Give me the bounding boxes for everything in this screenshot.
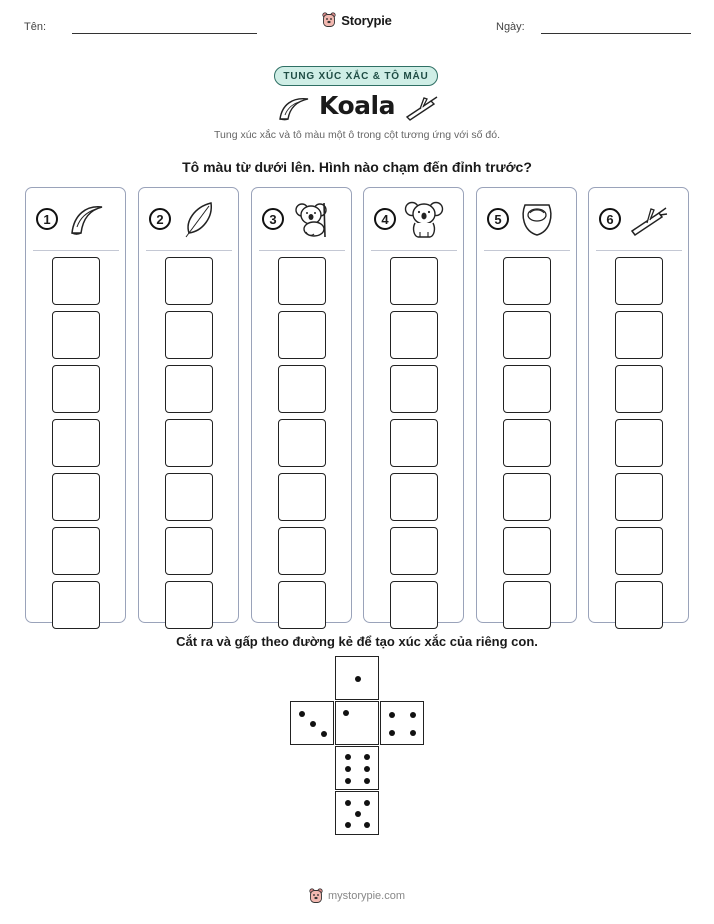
column-number: 3 bbox=[262, 208, 284, 230]
brand-logo bbox=[0, 12, 714, 28]
color-cell[interactable] bbox=[615, 311, 663, 359]
cell-stack bbox=[278, 257, 326, 635]
color-cell[interactable] bbox=[390, 473, 438, 521]
color-cell[interactable] bbox=[390, 419, 438, 467]
color-cell[interactable] bbox=[278, 419, 326, 467]
pip bbox=[345, 754, 351, 760]
date-label: Ngày: bbox=[496, 21, 525, 33]
color-cell[interactable] bbox=[165, 581, 213, 629]
pouch-icon bbox=[517, 199, 557, 239]
column-separator bbox=[484, 250, 570, 251]
color-cell[interactable] bbox=[503, 419, 551, 467]
color-cell[interactable] bbox=[278, 365, 326, 413]
color-cell[interactable] bbox=[615, 473, 663, 521]
branch-icon bbox=[629, 199, 669, 239]
pip bbox=[299, 711, 305, 717]
dice-face-1 bbox=[335, 701, 379, 745]
color-cell[interactable] bbox=[165, 527, 213, 575]
color-cell[interactable] bbox=[52, 581, 100, 629]
color-cell[interactable] bbox=[165, 257, 213, 305]
color-cell[interactable] bbox=[278, 527, 326, 575]
color-cell[interactable] bbox=[165, 311, 213, 359]
pip bbox=[343, 710, 349, 716]
color-cell[interactable] bbox=[503, 365, 551, 413]
color-cell[interactable] bbox=[278, 473, 326, 521]
column-5 bbox=[476, 187, 577, 623]
page-title: Koala bbox=[319, 91, 395, 120]
instruction: Tô màu từ dưới lên. Hình nào chạm đến đỉnh trước? bbox=[182, 159, 532, 175]
color-cell[interactable] bbox=[165, 365, 213, 413]
color-cell[interactable] bbox=[615, 257, 663, 305]
column-separator bbox=[259, 250, 345, 251]
pip bbox=[364, 822, 370, 828]
color-cell[interactable] bbox=[390, 527, 438, 575]
footer-url[interactable]: mystorypie.com bbox=[327, 890, 406, 902]
color-cell[interactable] bbox=[390, 257, 438, 305]
pip bbox=[364, 778, 370, 784]
color-cell[interactable] bbox=[615, 581, 663, 629]
date-line[interactable] bbox=[541, 33, 691, 34]
name-line[interactable] bbox=[72, 33, 257, 34]
footer bbox=[0, 888, 714, 904]
pip bbox=[410, 730, 416, 736]
color-cell[interactable] bbox=[503, 581, 551, 629]
color-cell[interactable] bbox=[390, 581, 438, 629]
koala-climbing-icon bbox=[292, 199, 332, 239]
leaf-icon bbox=[179, 199, 219, 239]
column-number: 6 bbox=[599, 208, 621, 230]
dice-face-4 bbox=[380, 701, 424, 745]
koala-sitting-icon bbox=[404, 199, 444, 239]
color-cell[interactable] bbox=[503, 473, 551, 521]
pip bbox=[389, 712, 395, 718]
column-separator bbox=[371, 250, 457, 251]
brand-name: Storypie bbox=[341, 12, 392, 28]
column-separator bbox=[146, 250, 232, 251]
pip bbox=[364, 766, 370, 772]
cell-stack bbox=[503, 257, 551, 635]
color-cell[interactable] bbox=[390, 365, 438, 413]
dice-net[interactable] bbox=[290, 656, 424, 836]
pip bbox=[389, 730, 395, 736]
column-separator bbox=[596, 250, 682, 251]
color-cell[interactable] bbox=[52, 473, 100, 521]
dice-face-6 bbox=[335, 746, 379, 790]
name-label: Tên: bbox=[24, 21, 47, 33]
cell-stack bbox=[52, 257, 100, 635]
color-cell[interactable] bbox=[165, 473, 213, 521]
color-cell[interactable] bbox=[278, 257, 326, 305]
cell-stack bbox=[390, 257, 438, 635]
column-2 bbox=[138, 187, 239, 623]
pip bbox=[364, 754, 370, 760]
column-3 bbox=[251, 187, 352, 623]
bear-logo-icon bbox=[309, 888, 323, 904]
column-1 bbox=[25, 187, 126, 623]
color-cell[interactable] bbox=[390, 311, 438, 359]
color-cell[interactable] bbox=[503, 311, 551, 359]
column-4 bbox=[363, 187, 464, 623]
color-cell[interactable] bbox=[52, 311, 100, 359]
pip bbox=[355, 676, 361, 682]
dice-face-3 bbox=[290, 701, 334, 745]
color-cell[interactable] bbox=[165, 419, 213, 467]
cell-stack bbox=[165, 257, 213, 635]
color-cell[interactable] bbox=[52, 419, 100, 467]
color-cell[interactable] bbox=[615, 527, 663, 575]
color-cell[interactable] bbox=[503, 527, 551, 575]
color-cell[interactable] bbox=[52, 365, 100, 413]
column-number: 5 bbox=[487, 208, 509, 230]
column-6 bbox=[588, 187, 689, 623]
bear-logo-icon bbox=[322, 12, 336, 28]
dice-face-5 bbox=[335, 791, 379, 835]
branch-icon bbox=[404, 93, 440, 123]
color-cell[interactable] bbox=[52, 257, 100, 305]
subtitle: Tung xúc xắc và tô màu một ô trong cột tương ứng với số đó. bbox=[214, 129, 500, 141]
color-cell[interactable] bbox=[278, 311, 326, 359]
pip bbox=[310, 721, 316, 727]
cell-stack bbox=[615, 257, 663, 635]
activity-badge: TUNG XÚC XẮC & TÔ MÀU bbox=[274, 66, 438, 86]
cut-instruction: Cắt ra và gấp theo đường kẻ để tạo xúc xắc của riêng con. bbox=[176, 634, 538, 649]
claw-icon bbox=[66, 199, 106, 239]
color-cell[interactable] bbox=[278, 581, 326, 629]
color-cell[interactable] bbox=[615, 419, 663, 467]
column-number: 1 bbox=[36, 208, 58, 230]
color-cell[interactable] bbox=[52, 527, 100, 575]
color-cell[interactable] bbox=[503, 257, 551, 305]
dice-face-1 bbox=[335, 656, 379, 700]
pip bbox=[364, 800, 370, 806]
pip bbox=[345, 778, 351, 784]
column-number: 4 bbox=[374, 208, 396, 230]
pip bbox=[345, 800, 351, 806]
pip bbox=[410, 712, 416, 718]
pip bbox=[355, 811, 361, 817]
pip bbox=[345, 822, 351, 828]
pip bbox=[345, 766, 351, 772]
color-cell[interactable] bbox=[615, 365, 663, 413]
column-separator bbox=[33, 250, 119, 251]
column-number: 2 bbox=[149, 208, 171, 230]
pip bbox=[321, 731, 327, 737]
